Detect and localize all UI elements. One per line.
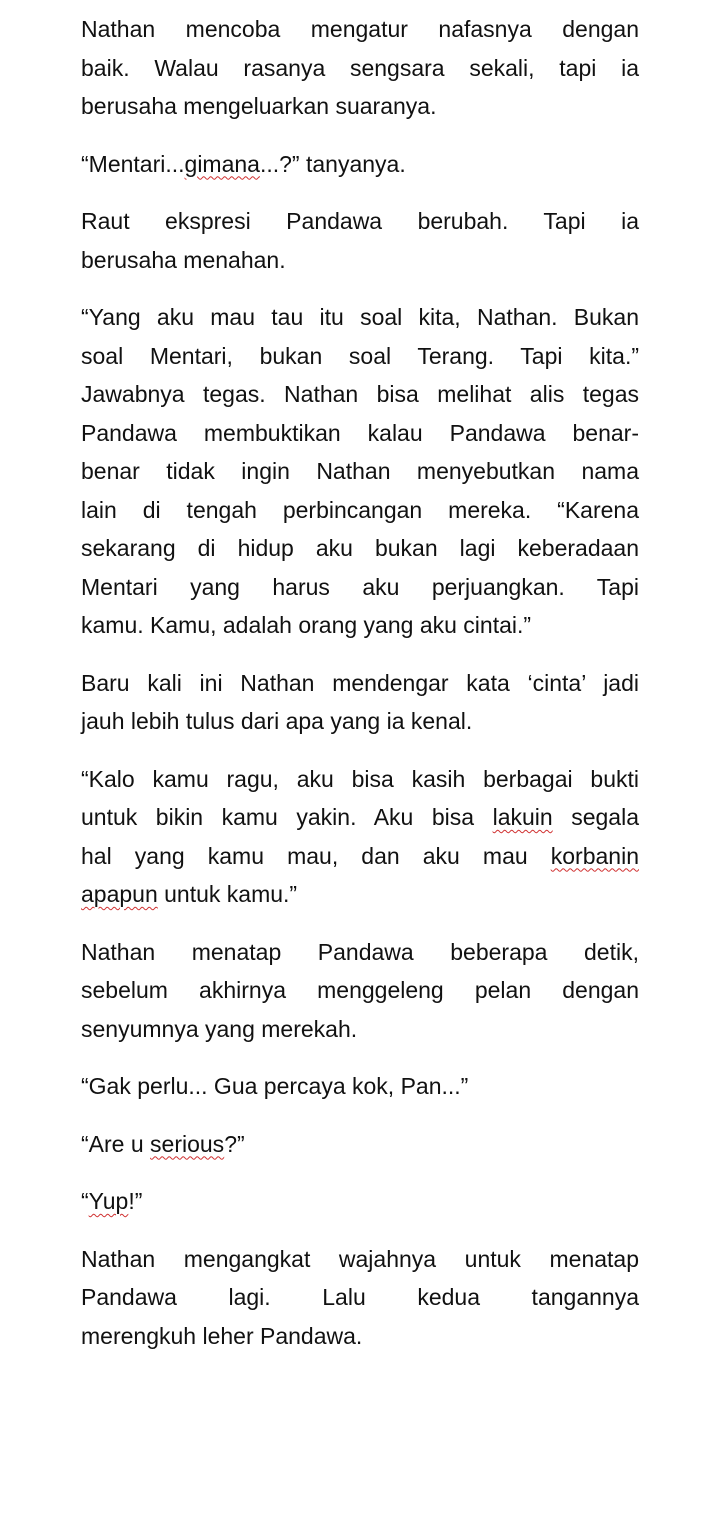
paragraph (81, 933, 639, 1049)
paragraph (81, 298, 639, 645)
text-line: soal Mentari, bukan soal Terang. Tapi kita.” (81, 342, 639, 369)
paragraph (81, 202, 639, 279)
text-line: senyumnya yang merekah. (81, 1015, 358, 1042)
text-line: Nathan mencoba mengatur nafasnya dengan (81, 16, 639, 42)
document-page (81, 10, 639, 1374)
text-line: apapun untuk kamu.” (81, 881, 298, 907)
text-line: Jawabnya tegas. Nathan bisa melihat alis tegas (81, 381, 639, 407)
text-line: “Are u serious?” (81, 1130, 245, 1157)
text-line: “Mentari...gimana...?” tanyanya. (81, 150, 406, 177)
text-line: untuk bikin kamu yakin. Aku bisa lakuin segala (81, 804, 640, 830)
text-line: Baru kali ini Nathan mendengar kata ‘cinta’ jadi (81, 669, 639, 696)
text-line: “Kalo kamu ragu, aku bisa kasih berbagai bukti (81, 765, 639, 792)
paragraph (81, 1125, 639, 1164)
paragraph (81, 664, 639, 741)
text-line: Pandawa membuktikan kalau Pandawa benar- (81, 419, 639, 446)
text-line: berusaha mengeluarkan suaranya. (81, 93, 437, 119)
text-line: “Gak perlu... Gua percaya kok, Pan...” (81, 1073, 469, 1099)
text-line: sebelum akhirnya menggeleng pelan dengan (81, 977, 639, 1003)
text-line: Pandawa lagi. Lalu kedua tangannya (81, 1284, 639, 1310)
text-line: Mentari yang harus aku perjuangkan. Tapi (81, 573, 639, 600)
text-line: hal yang kamu mau, dan aku mau korbanin (81, 842, 639, 869)
spellcheck-flagged-word: apapun (81, 881, 158, 907)
text-line: Nathan menatap Pandawa beberapa detik, (81, 938, 639, 965)
text-line: Nathan mengangkat wajahnya untuk menatap (81, 1245, 639, 1272)
text-line: berusaha menahan. (81, 246, 286, 273)
text-line: baik. Walau rasanya sengsara sekali, tapi ia (81, 54, 639, 81)
text-line: merengkuh leher Pandawa. (81, 1322, 363, 1349)
spellcheck-flagged-word: serious (150, 1130, 225, 1157)
paragraph (81, 10, 639, 126)
paragraph (81, 1240, 639, 1356)
text-line: benar tidak ingin Nathan menyebutkan nama (81, 458, 639, 484)
text-line: Raut ekspresi Pandawa berubah. Tapi ia (81, 208, 639, 234)
spellcheck-flagged-word: korbanin (550, 842, 639, 869)
document-body (81, 10, 639, 1355)
spellcheck-flagged-word: gimana (184, 150, 260, 177)
paragraph (81, 1182, 639, 1221)
paragraph (81, 145, 639, 184)
spellcheck-flagged-word: Yup (88, 1188, 129, 1214)
paragraph (81, 1067, 639, 1106)
text-line: sekarang di hidup aku bukan lagi keberadaan (81, 535, 639, 561)
text-line: kamu. Kamu, adalah orang yang aku cintai.” (81, 612, 532, 638)
text-line: “Yang aku mau tau itu soal kita, Nathan. Bukan (81, 304, 639, 330)
text-line: jauh lebih tulus dari apa yang ia kenal. (81, 708, 473, 734)
paragraph (81, 760, 639, 914)
spellcheck-flagged-word: lakuin (492, 804, 553, 830)
text-line: “Yup!” (81, 1188, 143, 1214)
text-line: lain di tengah perbincangan mereka. “Karena (81, 496, 639, 523)
